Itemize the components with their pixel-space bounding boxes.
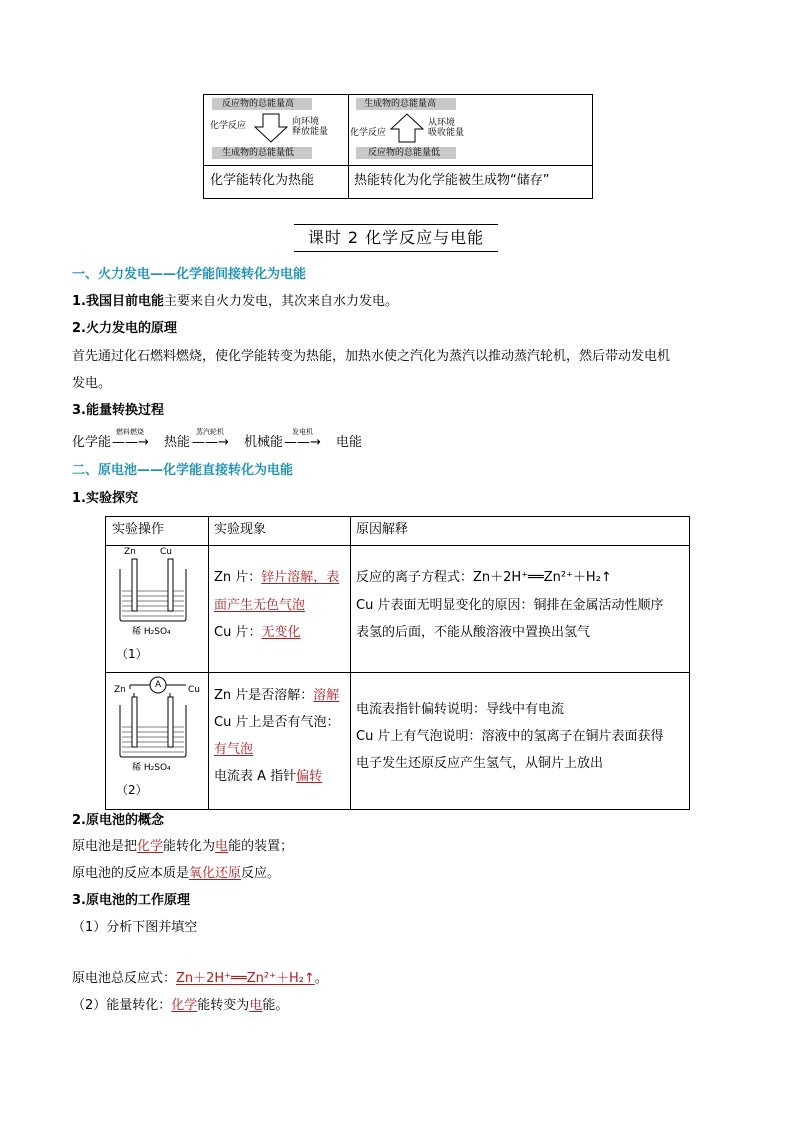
concept-answer-redox: 氧化还原 [189, 866, 242, 881]
right-side-label-2: 吸收能量 [428, 128, 465, 138]
up-arrow-icon [390, 113, 424, 143]
row1-cu-answer: 无变化 [261, 625, 301, 640]
zn-label-1: Zn [124, 547, 136, 557]
concept-answer-chemical: 化学 [137, 839, 164, 854]
experiment-heading: 1.实验探究 [72, 491, 138, 506]
row2-phen-1 [214, 687, 339, 705]
section2-heading: 二、原电池——化学能直接转化为电能 [72, 463, 294, 478]
concept-line1 [72, 838, 293, 856]
energy-table [203, 94, 593, 199]
beaker-diagram-1 [112, 547, 204, 669]
section1-p2-heading: 2.火力发电的原理 [72, 321, 177, 336]
row1-zn-phenomenon-2 [214, 597, 305, 615]
left-lower-label: 生成物的总能量低 [222, 148, 295, 158]
row1-expl-2: Cu 片表面无明显变化的原因：铜排在金属活动性顺序 [356, 598, 664, 613]
section1-p1 [72, 293, 398, 311]
energy-prefix: （2）能量转化： [72, 998, 172, 1013]
row1-zn-answer-1: 锌片溶解，表 [261, 570, 340, 585]
down-arrow-icon [254, 113, 288, 143]
beaker-icon [118, 693, 188, 759]
section1-p2-line2: 发电。 [72, 376, 112, 391]
left-side-label-2: 释放能量 [292, 127, 329, 137]
row1-expl-1: 反应的离子方程式：Zn＋2H⁺══Zn²⁺＋H₂↑ [356, 570, 612, 585]
beaker-diagram-2 [112, 675, 204, 807]
total-equation [72, 970, 328, 988]
diagram-number-1: （1） [116, 647, 148, 661]
flow-arrow3-label: 发电机 [292, 428, 313, 436]
row2-phen-2: Cu 片上是否有气泡： [214, 715, 340, 730]
cu-label-1: Cu [160, 547, 172, 557]
row1-expl-3: 表氢的后面，不能从酸溶液中置换出氢气 [356, 625, 591, 640]
p1-bold: 1.我国目前电能 [72, 294, 164, 309]
flow-chemical: 化学能 [72, 435, 112, 450]
right-side-label-1: 从环境 [428, 118, 456, 128]
flow-arrow2: ——→ [192, 435, 229, 450]
concept-answer-electric: 电 [215, 839, 229, 854]
energy-text: 能转变为 [197, 998, 250, 1013]
row1-zn-answer-2: 面产生无色气泡 [214, 598, 306, 613]
concept-text: 反应。 [241, 866, 281, 881]
lesson-title-box [294, 224, 498, 252]
right-upper-label: 生成物的总能量高 [364, 99, 437, 109]
header-phenomenon: 实验现象 [214, 522, 267, 537]
left-side-label-1: 向环境 [292, 117, 320, 127]
row2-expl-1: 电流表指针偏转说明：导线中有电流 [356, 702, 565, 717]
total-eq-prefix: 原电池总反应式： [72, 971, 177, 986]
total-eq-answer: Zn＋2H⁺══Zn²⁺＋H₂↑ [176, 971, 315, 986]
beaker-icon [118, 557, 188, 623]
row2-expl-3: 电子发生还原反应产生氢气，从铜片上放出 [356, 756, 604, 771]
section1-heading: 一、火力发电——化学能间接转化为电能 [72, 267, 307, 282]
zn-label-2: Zn [114, 685, 126, 695]
flow-arrow3: ——→ [284, 435, 321, 450]
row2-phen-4 [214, 768, 322, 786]
concept-text: 能转化为 [163, 839, 216, 854]
total-eq-suffix: 。 [314, 971, 328, 986]
left-caption: 化学能转化为热能 [210, 173, 315, 188]
row2-phen-1-answer: 溶解 [313, 688, 340, 703]
principle-question-1: （1）分析下图并填空 [72, 920, 198, 935]
flow-mechanical: 机械能 [244, 435, 284, 450]
row2-phen-3 [214, 741, 253, 759]
section1-p2-line1: 首先通过化石燃料燃烧，使化学能转变为热能，加热水使之汽化为蒸汽以推动蒸汽轮机，然后带动发电机 [72, 349, 671, 364]
row2-phen-4-answer: 偏转 [296, 769, 323, 784]
row1-zn-prefix: Zn 片： [214, 570, 262, 585]
acid-label-2: 稀 H₂SO₄ [132, 763, 171, 773]
row2-phen-1-prefix: Zn 片是否溶解： [214, 688, 314, 703]
energy-conversion [72, 997, 288, 1015]
row1-zn-phenomenon [214, 569, 339, 587]
right-caption: 热能转化为化学能被生成物“储存” [354, 173, 550, 188]
concept-text: 原电池是把 [72, 839, 138, 854]
flow-arrow1-label: 燃料燃烧 [116, 428, 144, 436]
energy-answer-electric: 电 [249, 998, 263, 1013]
left-mid-label: 化学反应 [210, 121, 247, 131]
right-lower-label: 反应物的总能量低 [368, 148, 441, 158]
concept-text: 原电池的反应本质是 [72, 866, 190, 881]
flow-electric: 电能 [336, 435, 363, 450]
energy-text: 能。 [262, 998, 289, 1013]
row2-phen-3-answer: 有气泡 [214, 742, 254, 757]
right-mid-label: 化学反应 [350, 128, 387, 138]
flow-arrow2-label: 蒸汽轮机 [196, 428, 224, 436]
section1-p3-heading: 3.能量转换过程 [72, 403, 164, 418]
experiment-table [105, 516, 690, 810]
energy-answer-chemical: 化学 [171, 998, 198, 1013]
ammeter-label: A [155, 680, 162, 690]
concept-heading: 2.原电池的概念 [72, 813, 164, 828]
flow-arrow1: ——→ [112, 435, 149, 450]
energy-flow [72, 424, 372, 454]
acid-label-1: 稀 H₂SO₄ [132, 627, 171, 637]
header-explanation: 原因解释 [356, 522, 409, 537]
row1-cu-phenomenon [214, 624, 300, 642]
row2-expl-2: Cu 片上有气泡说明：溶液中的氢离子在铜片表面获得 [356, 729, 664, 744]
p1-rest: 主要来自火力发电，其次来自水力发电。 [163, 294, 398, 309]
flow-heat: 热能 [164, 435, 191, 450]
principle-heading: 3.原电池的工作原理 [72, 893, 190, 908]
concept-text: 能的装置； [228, 839, 294, 854]
row1-cu-prefix: Cu 片： [214, 625, 262, 640]
diagram-number-2: （2） [116, 783, 148, 797]
cu-label-2: Cu [188, 685, 200, 695]
header-operation: 实验操作 [112, 522, 165, 537]
lesson-title: 课时 2 化学反应与电能 [307, 228, 485, 247]
concept-line2 [72, 865, 280, 883]
row2-phen-4-prefix: 电流表 A 指针 [214, 769, 297, 784]
left-upper-label: 反应物的总能量高 [222, 99, 295, 109]
